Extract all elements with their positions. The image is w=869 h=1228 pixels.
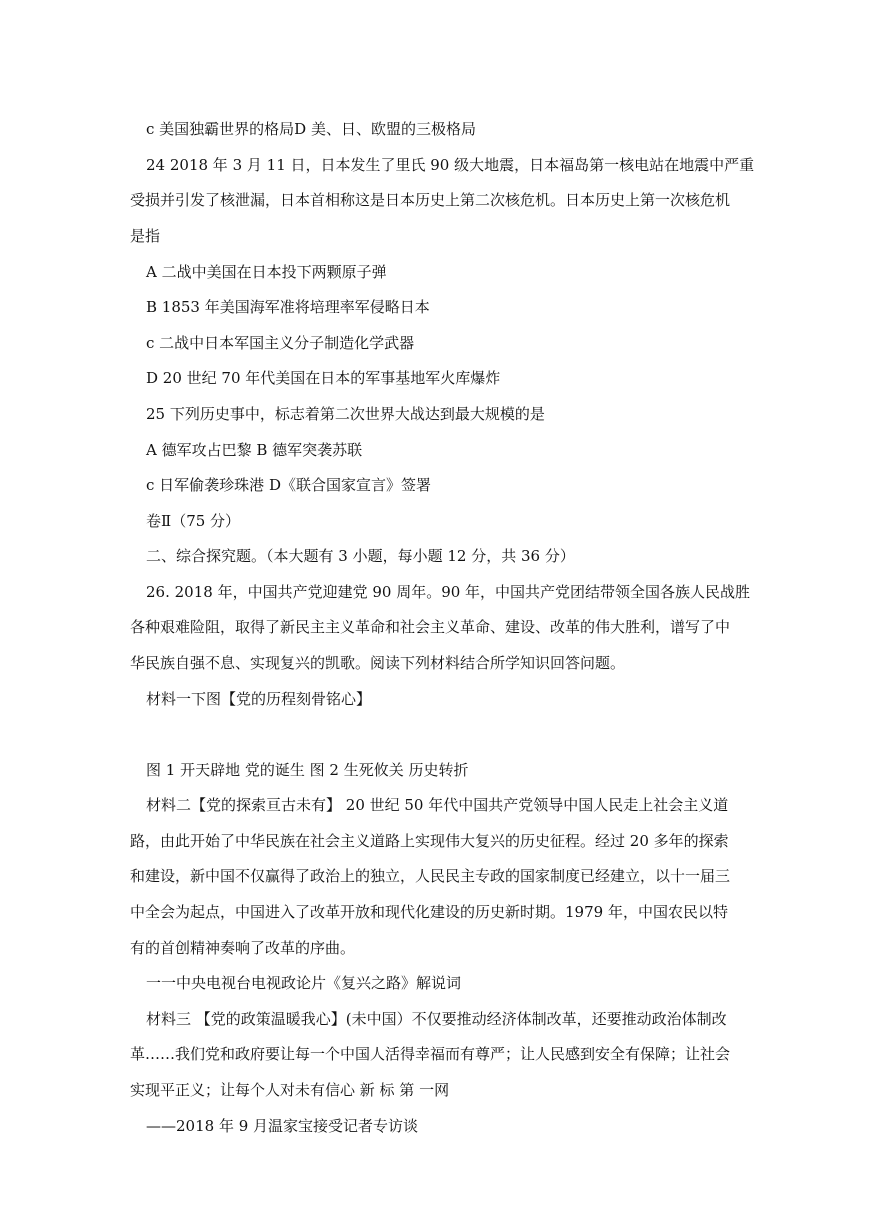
figure-captions: 图 1 开天辟地 党的诞生 图 2 生死攸关 历史转折	[146, 761, 469, 779]
material-1-heading: 材料一下图【党的历程刻骨铭心】	[146, 690, 372, 708]
material-2-text: 材料二【党的探索亘古未有】 20 世纪 50 年代中国共产党领导中国人民走上社会主义道	[146, 796, 729, 814]
material-2-source: 一一中央电视台电视政论片《复兴之路》解说词	[146, 974, 462, 992]
material-2-text-cont-2: 和建设，新中国不仅赢得了政治上的独立，人民民主专政的国家制度已经建立，以十一届三	[130, 867, 731, 885]
material-2-text-cont-1: 路，由此开始了中华民族在社会主义道路上实现伟大复兴的历史征程。经过 20 多年的探索	[130, 832, 729, 850]
section-heading-part-2: 二、综合探究题。（本大题有 3 小题，每小题 12 分，共 36 分）	[146, 547, 575, 565]
material-2-text-end: 有的首创精神奏响了改革的序曲。	[130, 939, 356, 957]
question-26-text-end: 华民族自强不息、实现复兴的凯歌。阅读下列材料结合所学知识回答问题。	[130, 654, 626, 672]
option-25-cd: c 日军偷袭珍珠港 D《联合国家宣言》签署	[146, 476, 431, 494]
option-line-23-cd: c 美国独霸世界的格局D 美、日、欧盟的三极格局	[146, 120, 476, 138]
option-24-a: A 二战中美国在日本投下两颗原子弹	[146, 263, 387, 281]
option-24-b: B 1853 年美国海军准将培理率军侵略日本	[146, 298, 430, 316]
section-heading-paper-2: 卷Ⅱ（75 分）	[146, 512, 241, 530]
material-3-source: ——2018 年 9 月温家宝接受记者专访谈	[146, 1117, 419, 1135]
question-26-text: 26. 2018 年，中国共产党迎建党 90 周年。90 年，中国共产党团结带领全国各族人民战胜	[146, 583, 751, 601]
option-25-ab: A 德军攻占巴黎 B 德军突袭苏联	[146, 441, 363, 459]
material-3-text-cont: 革……我们党和政府要让每一个中国人活得幸福而有尊严；让人民感到安全有保障；让社会	[130, 1045, 731, 1063]
option-24-c: c 二战中日本军国主义分子制造化学武器	[146, 334, 415, 352]
question-25-text: 25 下列历史事中，标志着第二次世界大战达到最大规模的是	[146, 405, 545, 423]
material-3-text: 材料三 【党的政策温暖我心】(未中国）不仅要推动经济体制改革，还要推动政治体制改	[146, 1010, 727, 1028]
material-3-text-end: 实现平正义；让每个人对未有信心 新 标 第 一网	[130, 1081, 450, 1099]
question-26-text-cont: 各种艰难险阻，取得了新民主主义革命和社会主义革命、建设、改革的伟大胜利，谱写了中	[130, 618, 731, 636]
option-24-d: D 20 世纪 70 年代美国在日本的军事基地军火库爆炸	[146, 369, 501, 387]
question-24-text: 24 2018 年 3 月 11 日，日本发生了里氏 90 级大地震，日本福岛第一核电站在地震中严重	[146, 156, 755, 174]
question-24-text-cont: 受损并引发了核泄漏，日本首相称这是日本历史上第二次核危机。日本历史上第一次核危机	[130, 191, 731, 209]
material-2-text-cont-3: 中全会为起点，中国进入了改革开放和现代化建设的历史新时期。1979 年，中国农民以特	[130, 903, 728, 921]
question-24-text-end: 是指	[130, 227, 161, 245]
